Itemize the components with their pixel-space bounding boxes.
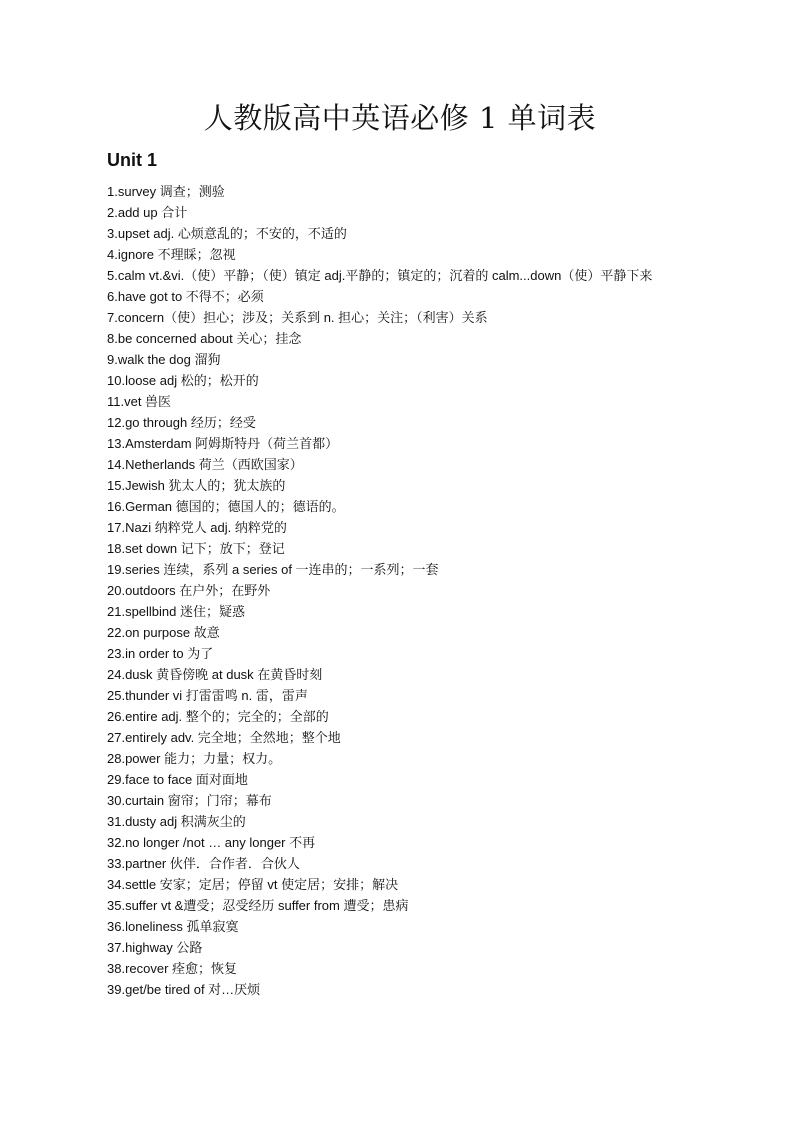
vocabulary-entry: 39.get/be tired of 对…厌烦 [107,982,261,997]
vocabulary-entry: 29.face to face 面对面地 [107,772,248,787]
vocabulary-entry: 15.Jewish 犹太人的；犹太族的 [107,478,286,493]
vocabulary-entry: 4.ignore 不理睬；忽视 [107,247,236,262]
vocabulary-entry: 14.Netherlands 荷兰（西欧国家） [107,457,303,472]
vocabulary-entry: 36.loneliness 孤单寂寞 [107,919,239,934]
vocabulary-entry: 31.dusty adj 积满灰尘的 [107,814,246,829]
vocabulary-entry: 23.in order to 为了 [107,646,214,661]
unit-heading: Unit 1 [107,150,158,170]
vocabulary-entry: 33.partner 伙伴．合作者．合伙人 [107,856,300,871]
vocabulary-entry: 24.dusk 黄昏傍晚 at dusk 在黄昏时刻 [107,667,323,682]
vocabulary-entry: 26.entire adj. 整个的；完全的；全部的 [107,709,329,724]
vocabulary-entry: 35.suffer vt &遭受；忍受经历 suffer from 遭受；患病 [107,898,409,913]
vocabulary-entry: 2.add up 合计 [107,205,188,220]
vocabulary-entry: 9.walk the dog 溜狗 [107,352,221,367]
vocabulary-entry: 27.entirely adv. 完全地；全然地；整个地 [107,730,341,745]
vocabulary-entry: 8.be concerned about 关心；挂念 [107,331,302,346]
vocabulary-entry: 32.no longer /not … any longer 不再 [107,835,316,850]
vocabulary-entry: 37.highway 公路 [107,940,203,955]
vocabulary-entry: 13.Amsterdam 阿姆斯特丹（荷兰首都） [107,436,339,451]
vocabulary-entry: 7.concern（使）担心；涉及；关系到 n. 担心；关注；（利害）关系 [107,310,488,325]
vocabulary-entry: 1.survey 调查；测验 [107,184,225,199]
vocabulary-entry: 18.set down 记下；放下；登记 [107,541,285,556]
vocabulary-entry: 11.vet 兽医 [107,394,172,409]
vocabulary-entry: 17.Nazi 纳粹党人 adj. 纳粹党的 [107,520,287,535]
vocabulary-entry: 12.go through 经历；经受 [107,415,256,430]
vocabulary-entry: 16.German 德国的；德国人的；德语的。 [107,499,345,514]
vocabulary-entry: 22.on purpose 故意 [107,625,220,640]
vocabulary-list [107,181,697,1000]
vocabulary-entry: 6.have got to 不得不；必须 [107,289,264,304]
vocabulary-entry: 25.thunder vi 打雷雷鸣 n. 雷，雷声 [107,688,308,703]
vocabulary-entry: 38.recover 痊愈；恢复 [107,961,238,976]
vocabulary-entry: 30.curtain 窗帘；门帘；幕布 [107,793,272,808]
vocabulary-entry: 20.outdoors 在户外；在野外 [107,583,271,598]
vocabulary-entry: 21.spellbind 迷住；疑惑 [107,604,245,619]
vocabulary-entry: 3.upset adj. 心烦意乱的；不安的，不适的 [107,226,347,241]
vocabulary-entry: 10.loose adj 松的；松开的 [107,373,259,388]
vocabulary-entry: 5.calm vt.&vi.（使）平静；（使）镇定 adj.平静的；镇定的；沉着的 calm...down（使）平静下来 [107,268,653,283]
vocabulary-entry: 19.series 连续，系列 a series of 一连串的；一系列；一套 [107,562,439,577]
vocabulary-entry: 28.power 能力；力量；权力。 [107,751,282,766]
document-title: 人教版高中英语必修 1 单词表 [203,101,597,135]
vocabulary-entry: 34.settle 安家；定居；停留 vt 使定居；安排；解决 [107,877,399,892]
